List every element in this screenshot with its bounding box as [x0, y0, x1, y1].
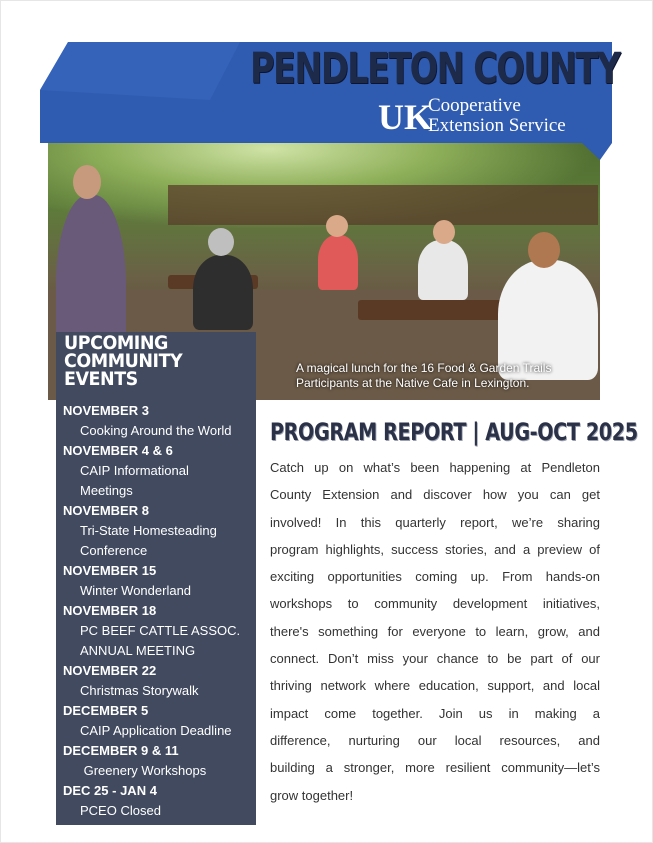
event-name: Christmas Storywalk: [80, 683, 199, 698]
event-name: Meetings: [80, 483, 133, 498]
event-name: CAIP Informational: [80, 463, 189, 478]
report-line: difference, nurturing our local resources, and: [270, 732, 600, 748]
sidebar-title-line: COMMUNITY: [64, 350, 183, 372]
sidebar-title-line: UPCOMING: [64, 332, 168, 354]
photo-caption: [292, 359, 600, 393]
event-name: PCEO Closed: [80, 803, 161, 818]
event-date: NOVEMBER 8: [63, 503, 149, 518]
event-name: PC BEEF CATTLE ASSOC.: [80, 623, 241, 638]
report-line: program highlights, success stories, and a preview of: [270, 541, 600, 557]
report-line: thriving network where education, support, and local: [270, 678, 600, 694]
org-line: Cooperative: [428, 95, 521, 116]
report-line: connect. Don’t miss your chance to be part of our: [270, 651, 600, 667]
event-date: NOVEMBER 3: [63, 403, 149, 418]
sidebar-title: [64, 334, 182, 388]
report-line: County Extension and discover how you can get: [270, 487, 600, 503]
caption-line: A magical lunch for the 16 Food & Garden Trails: [296, 361, 552, 375]
event-name: CAIP Application Deadline: [80, 723, 232, 738]
event-date: NOVEMBER 15: [63, 563, 157, 578]
report-line: building a stronger, more resilient community—let’s: [270, 760, 600, 776]
event-date: DECEMBER 9 & 11: [63, 743, 179, 758]
event-date: DECEMBER 5: [63, 703, 149, 718]
event-date: NOVEMBER 22: [63, 663, 157, 678]
report-line: workshops to community development initiatives,: [270, 596, 600, 612]
extension-service-name: [428, 96, 566, 136]
event-date: DEC 25 - JAN 4: [63, 783, 157, 798]
report-line: there's something for everyone to learn, grow, and: [270, 623, 600, 639]
uk-logo: [378, 96, 432, 137]
org-line: Extension Service: [428, 115, 566, 136]
report-line: involved! In this quarterly report, we’re sharing: [270, 514, 600, 530]
event-name: Winter Wonderland: [80, 583, 192, 598]
event-name: Tri-State Homesteading: [80, 523, 217, 538]
event-name: Greenery Workshops: [80, 763, 207, 778]
report-line: impact come together. Join us in making a: [270, 705, 600, 721]
sidebar-title-line: EVENTS: [64, 368, 138, 390]
svg-text:UK: UK: [378, 97, 432, 137]
events-sidebar: [56, 332, 256, 825]
caption-line: Participants at the Native Cafe in Lexington.: [296, 376, 530, 390]
event-date: NOVEMBER 4 & 6: [63, 443, 173, 458]
report-line: grow together!: [270, 787, 354, 803]
report-title: PROGRAM REPORT | AUG-OCT 2025: [270, 418, 638, 446]
report-body: [270, 454, 600, 809]
events-list: [56, 401, 256, 821]
county-title: PENDLETON COUNTY: [250, 44, 620, 94]
event-name: Cooking Around the World: [80, 423, 232, 438]
event-name: Conference: [80, 543, 148, 558]
event-date: NOVEMBER 18: [63, 603, 157, 618]
report-line: Catch up on what’s been happening at Pendleton: [270, 460, 600, 475]
event-name: ANNUAL MEETING: [80, 643, 196, 658]
report-line: exciting opportunities coming up. From hands-on: [270, 569, 600, 585]
